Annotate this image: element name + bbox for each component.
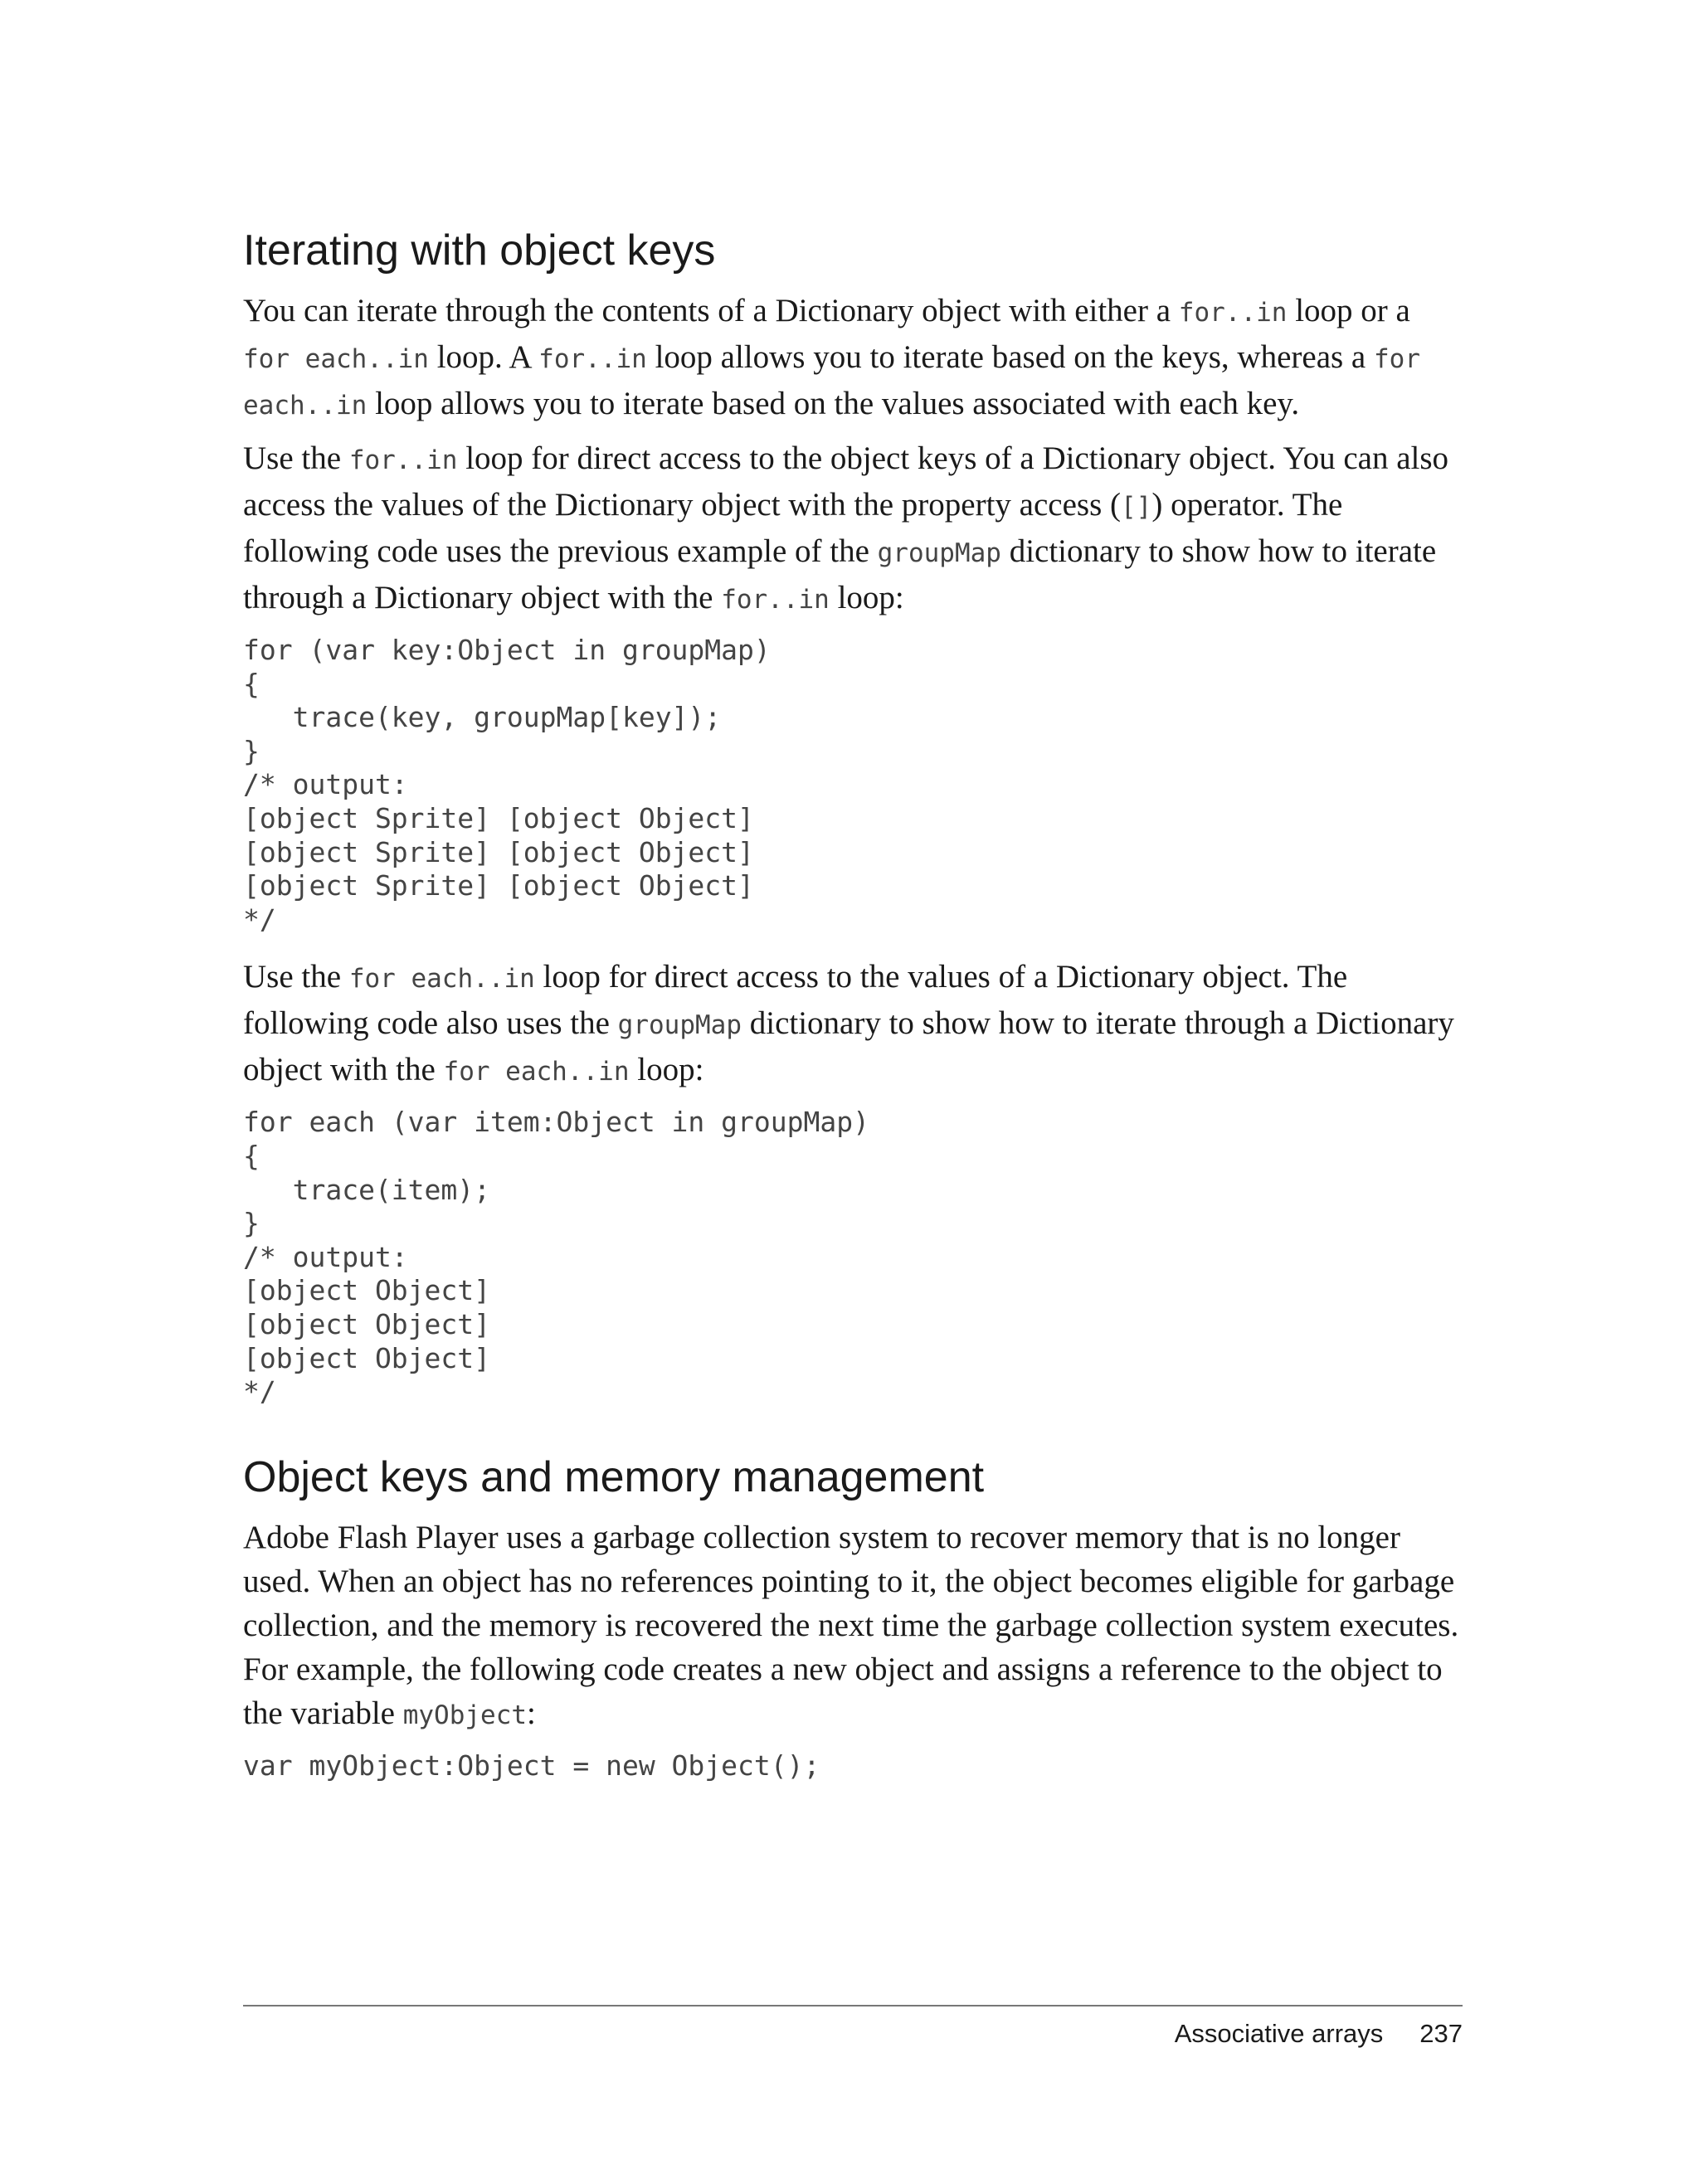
paragraph-for-each-in: Use the for each..in loop for direct access to the values of a Dictionary object. The following code also uses the groupMap dictionary to show how to iterate through a Dictionary object with the for each..in loop: [243,959,1454,1088]
section-heading-iterating: Iterating with object keys [243,226,716,275]
section-heading-memory: Object keys and memory management [243,1452,985,1501]
inline-code: groupMap [877,538,1001,568]
inline-code: for..in [538,344,647,374]
code-block-for-in: for (var key:Object in groupMap) { trace(key, groupMap[key]); } /* output: [object Sprite] [object Object] [object Sprite] [object Object] [object Sprite] [object Object] */ [243,634,771,936]
page-content [243,224,1463,1801]
paragraph-garbage-collection: Adobe Flash Player uses a garbage collection system to recover memory that is no longer used. When an object has no references pointing to it, the object becomes eligible for garbage collection, and the memory is recovered the next time the garbage collection system executes. For example, the following code creates a new object and assigns a reference to the object to the variable myObject: [243,1519,1459,1731]
inline-code: [] [1121,492,1152,522]
paragraph-for-in: Use the for..in loop for direct access to the object keys of a Dictionary object. You can also access the values of the Dictionary object with the property access ([]) operator. The following code uses the previous example of the groupMap dictionary to show how to iterate through a Dictionary object with the for..in loop: [243,440,1449,615]
footer-divider [243,2005,1463,2006]
footer-chapter-title: Associative arrays [1174,2019,1384,2048]
page-number: 237 [1419,2019,1463,2048]
inline-code: for each..in [243,344,429,374]
paragraph-iteration-intro: You can iterate through the contents of a Dictionary object with either a for..in loop or a for each..in loop. A for..in loop allows you to iterate based on the keys, whereas a for each..in loop allows you to iterate based on the values associated with each key. [243,293,1420,421]
inline-code: for each..in [443,1057,630,1087]
inline-code: for..in [721,585,830,615]
page-footer [243,2017,1463,2050]
code-block-new-object: var myObject:Object = new Object(); [243,1749,820,1782]
inline-code: for each..in [243,344,1420,421]
inline-code: for..in [348,445,458,475]
code-block-for-each-in: for each (var item:Object in groupMap) { trace(item); } /* output: [object Object] [object Object] [object Object] */ [243,1106,869,1408]
inline-code: myObject [402,1700,528,1730]
inline-code: groupMap [617,1010,742,1041]
inline-code: for..in [1178,298,1288,328]
inline-code: for each..in [348,964,535,995]
